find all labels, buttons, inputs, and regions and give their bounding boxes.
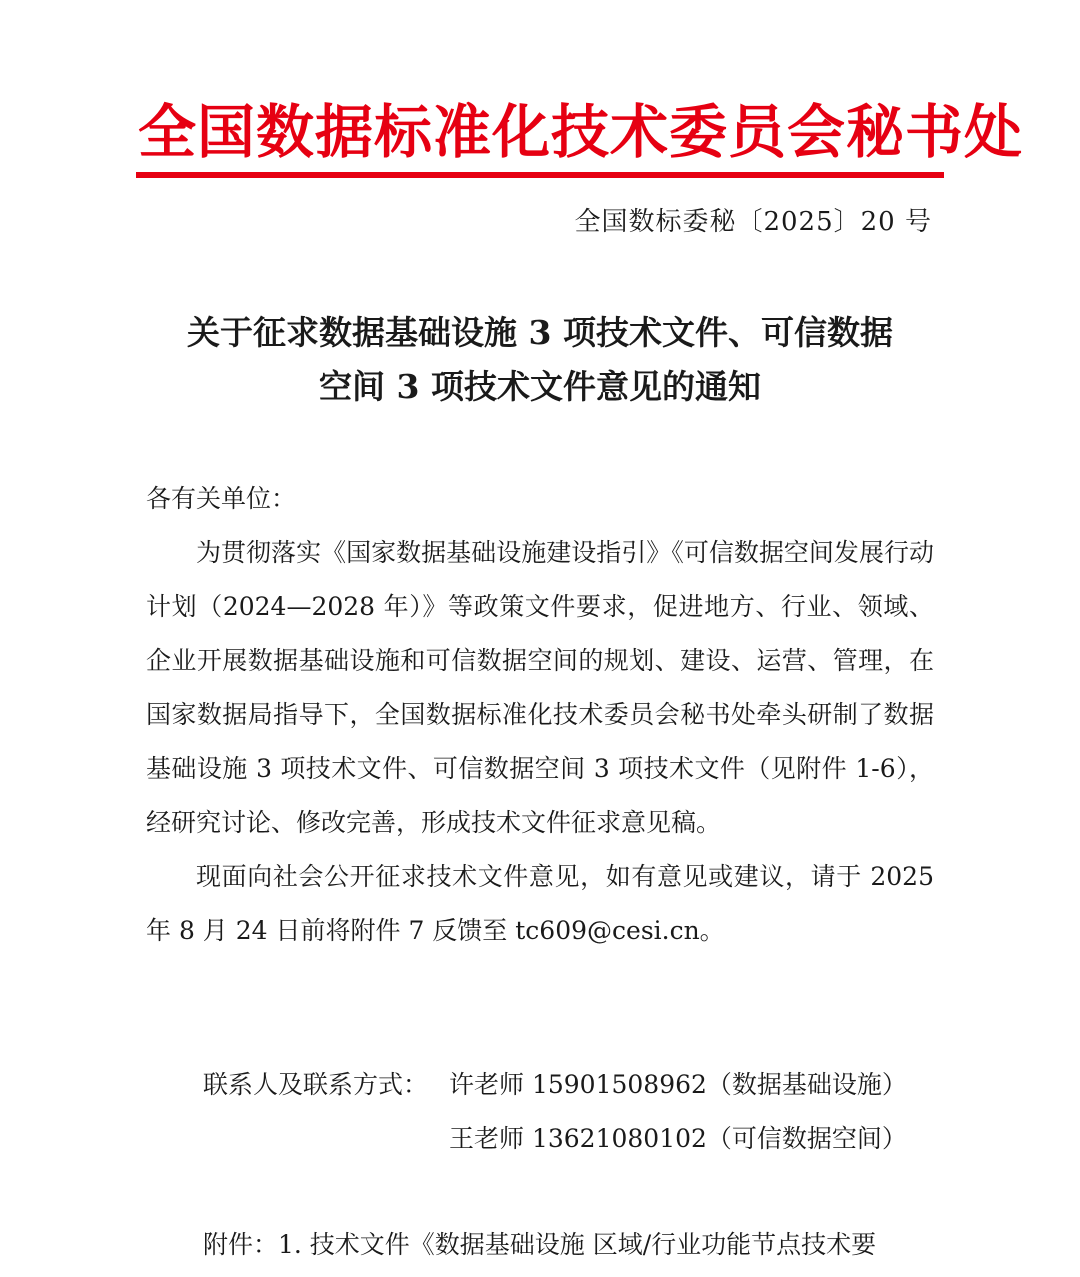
contact-person-1: 许老师 15901508962（数据基础设施） (449, 1070, 907, 1099)
red-divider-rule (136, 172, 944, 178)
contact-indent (203, 1112, 449, 1166)
notice-body (146, 472, 934, 958)
contact-label: 联系人及联系方式： (203, 1070, 429, 1099)
notice-title (140, 306, 940, 414)
contact-row-2 (203, 1112, 907, 1166)
salutation: 各有关单位： (146, 484, 297, 513)
body-paragraph-2: 现面向社会公开征求技术文件意见，如有意见或建议，请于 2025 年 8 月 24 日前将附件 7 反馈至 tc609@cesi.cn。 (146, 862, 934, 945)
contact-block (203, 1058, 907, 1166)
notice-title-line-2: 空间 3 项技术文件意见的通知 (319, 367, 761, 406)
organization-header: 全国数据标准化技术委员会秘书处 (138, 98, 1024, 166)
body-paragraph-1: 为贯彻落实《国家数据基础设施建设指引》《可信数据空间发展行动计划（2024—2028 年）》等政策文件要求，促进地方、行业、领域、企业开展数据基础设施和可信数据空间的规划、建设、运营、管理，在国家数据局指导下，全国数据标准化技术委员会秘书处牵头研制了数据基础设施 3 项技术文件、可信数据空间 3 项技术文件（见附件 1-6），经研究讨论、修改完善，形成技术文件征求意见稿。 (146, 538, 934, 837)
notice-title-line-1: 关于征求数据基础设施 3 项技术文件、可信数据 (187, 313, 893, 352)
attachment-line: 附件：1. 技术文件《数据基础设施 区域/行业功能节点技术要 (203, 1230, 877, 1259)
document-number: 全国数标委秘〔2025〕20 号 (574, 207, 932, 237)
contact-person-2: 王老师 13621080102（可信数据空间） (449, 1124, 907, 1153)
contact-row-1 (203, 1058, 907, 1112)
